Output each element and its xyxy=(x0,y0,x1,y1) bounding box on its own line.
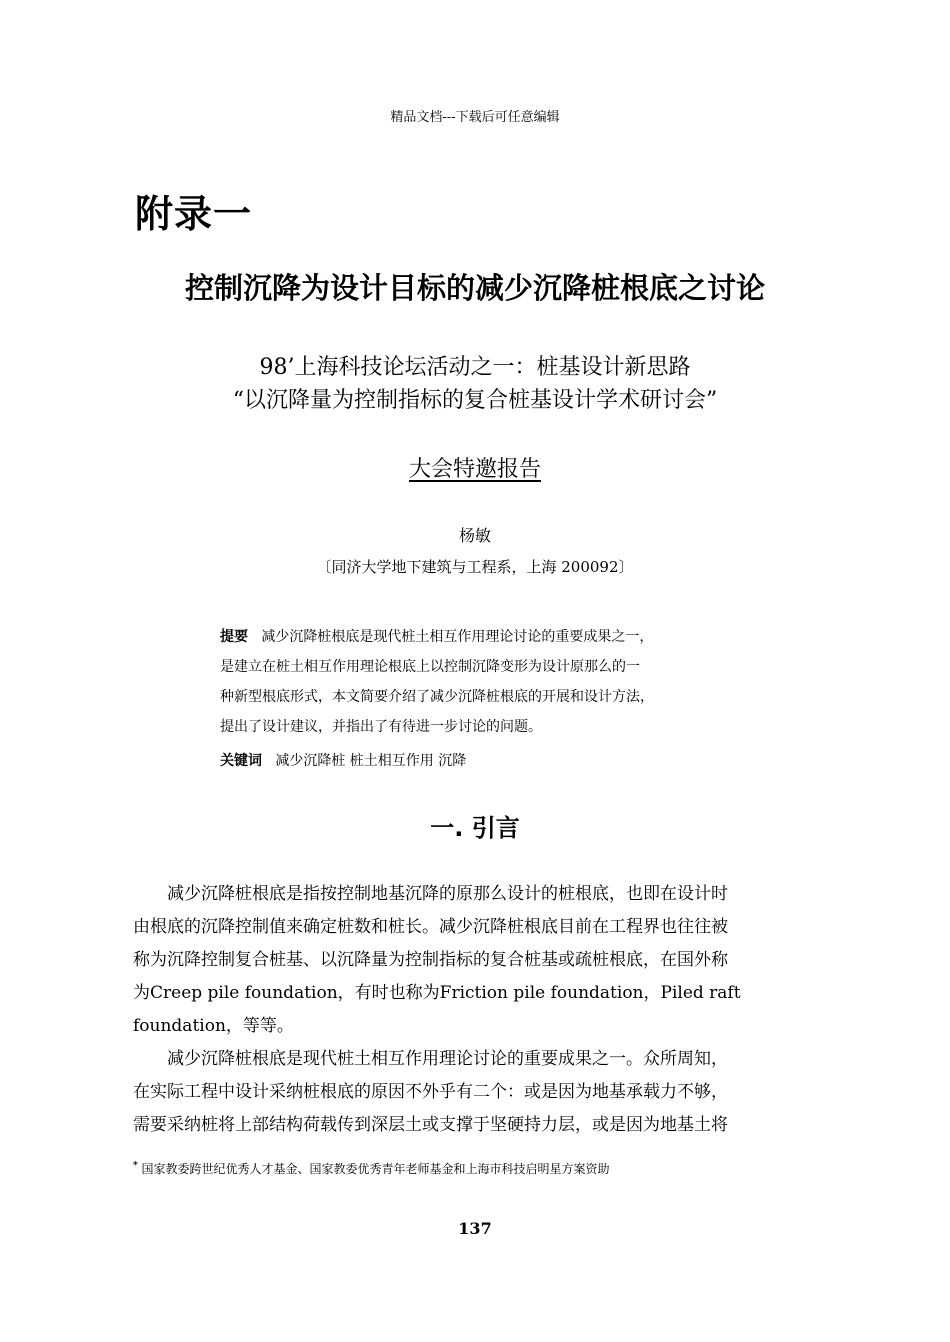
page-header: 精品文档---下载后可任意编辑 xyxy=(390,110,560,125)
subtitle-line-2: “以沉降量为控制指标的复合桩基设计学术研讨会” xyxy=(232,388,718,413)
subtitle-line-1: 98’上海科技论坛活动之一：桩基设计新思路 xyxy=(259,355,691,380)
appendix-title: 附录一 xyxy=(135,192,253,236)
author-name: 杨敏 xyxy=(458,526,491,545)
abstract-line: 种新型根底形式，本文简要介绍了减少沉降桩根底的开展和设计方法， xyxy=(220,689,654,705)
footnote xyxy=(133,1160,610,1177)
body-text xyxy=(133,878,813,1142)
abstract-text: 减少沉降桩根底是现代桩土相互作用理论讨论的重要成果之一， xyxy=(261,629,654,645)
report-title-text: 大会特邀报告 xyxy=(408,457,541,482)
keywords-text: 减少沉降桩 桩土相互作用 沉降 xyxy=(275,753,467,769)
report-title xyxy=(0,452,950,483)
paragraph-line: 在实际工程中设计采纳桩根底的原因不外乎有二个：或是因为地基承载力不够， xyxy=(133,1082,728,1102)
page-number: 137 xyxy=(458,1219,492,1238)
footnote-marker: * xyxy=(133,1161,138,1171)
abstract xyxy=(220,622,740,742)
paragraph-line: 由根底的沉降控制值来确定桩数和桩长。减少沉降桩根底目前在工程界也往往被 xyxy=(133,917,728,937)
paragraph-line: 称为沉降控制复合桩基、以沉降量为控制指标的复合桩基或疏桩根底，在国外称 xyxy=(133,950,728,970)
author-affiliation: 〔同济大学地下建筑与工程系，上海 200092〕 xyxy=(316,558,634,576)
paragraph-line: foundation，等等。 xyxy=(133,1016,294,1036)
abstract-line: 是建立在桩土相互作用理论根底上以控制沉降变形为设计原那么的一 xyxy=(220,659,640,675)
abstract-label: 提要 xyxy=(220,629,248,645)
abstract-line xyxy=(220,622,740,652)
section-title: 一. 引言 xyxy=(430,814,520,842)
paragraph-line: 减少沉降桩根底是指按控制地基沉降的原那么设计的桩根底，也即在设计时 xyxy=(167,884,728,904)
paragraph-line: 为Creep pile foundation，有时也称为Friction pile foundation，Piled raft xyxy=(133,983,741,1003)
keywords xyxy=(220,750,466,770)
abstract-line: 提出了设计建议，并指出了有待进一步讨论的问题。 xyxy=(220,719,542,735)
paragraph-line: 减少沉降桩根底是现代桩土相互作用理论讨论的重要成果之一。众所周知， xyxy=(167,1049,728,1069)
keywords-label: 关键词 xyxy=(220,753,262,769)
paragraph-line: 需要采纳桩将上部结构荷载传到深层土或支撑于坚硬持力层，或是因为地基土将 xyxy=(133,1115,728,1135)
main-title: 控制沉降为设计目标的减少沉降桩根底之讨论 xyxy=(184,271,765,305)
footnote-text: 国家教委跨世纪优秀人才基金、国家教委优秀青年老师基金和上海市科技启明星方案资助 xyxy=(141,1162,610,1176)
